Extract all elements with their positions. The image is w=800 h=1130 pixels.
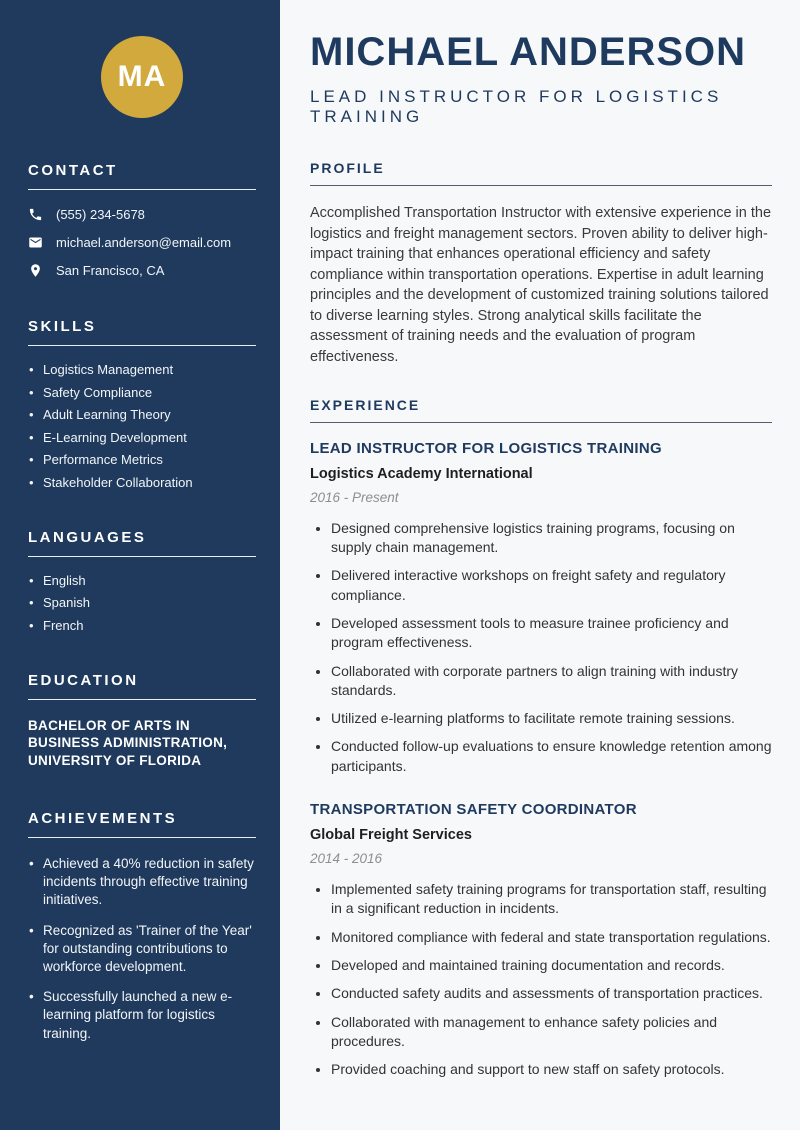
- job-entry: [310, 801, 772, 1080]
- language-item: • Spanish: [28, 596, 256, 609]
- job-bullet-list: [310, 519, 772, 776]
- achievements-heading: ACHIEVEMENTS: [28, 809, 178, 827]
- section-divider: [28, 556, 256, 557]
- section-divider: [28, 699, 256, 700]
- skill-item: • Safety Compliance: [28, 386, 256, 399]
- job-bullet: • Designed comprehensive logistics training programs, focusing on supply chain management.: [331, 519, 772, 558]
- section-divider: [28, 189, 256, 190]
- location-icon: [28, 263, 43, 278]
- job-bullet: • Developed assessment tools to measure trainee proficiency and program effectiveness.: [331, 614, 772, 653]
- experience-section: [310, 397, 772, 1080]
- job-bullet-list: [310, 880, 772, 1080]
- job-bullet: • Collaborated with management to enhance safety policies and procedures.: [331, 1013, 772, 1052]
- contact-email-text: michael.anderson@email.com: [56, 235, 232, 250]
- contact-phone: [28, 207, 256, 222]
- job-role: LEAD INSTRUCTOR FOR LOGISTICS TRAINING: [310, 439, 662, 457]
- languages-section: [28, 529, 256, 632]
- contact-email: [28, 235, 256, 250]
- achievement-item: • Successfully launched a new e-learning platform for logistics training.: [28, 988, 256, 1043]
- job-entry: [310, 440, 772, 776]
- achievements-section: [28, 810, 256, 1043]
- skills-section: [28, 318, 256, 489]
- contact-heading: CONTACT: [28, 162, 118, 179]
- section-divider: [28, 345, 256, 346]
- phone-icon: [28, 207, 43, 222]
- job-dates: 2016 - Present: [310, 489, 399, 505]
- avatar: [101, 36, 183, 118]
- job-bullet: • Developed and maintained training documentation and records.: [331, 956, 772, 975]
- skill-item: • Adult Learning Theory: [28, 408, 256, 421]
- section-divider: [310, 422, 772, 423]
- sidebar: [0, 0, 280, 1130]
- contact-location-text: San Francisco, CA: [56, 263, 165, 278]
- email-icon: [28, 235, 43, 250]
- section-divider: [310, 185, 772, 186]
- languages-list: [28, 574, 256, 632]
- profile-section: [310, 160, 772, 368]
- education-degree: BACHELOR OF ARTS IN BUSINESS ADMINISTRATION, UNIVERSITY OF FLORIDA: [28, 717, 228, 769]
- skills-list: [28, 363, 256, 489]
- experience-heading: EXPERIENCE: [310, 396, 421, 413]
- skill-item: • Logistics Management: [28, 363, 256, 376]
- achievement-item: • Recognized as 'Trainer of the Year' for outstanding contributions to workforce development.: [28, 922, 256, 977]
- job-company: Logistics Academy International: [310, 465, 533, 482]
- job-bullet: • Conducted follow-up evaluations to ensure knowledge retention among participants.: [331, 737, 772, 776]
- education-section: [28, 672, 256, 770]
- languages-heading: LANGUAGES: [28, 528, 147, 546]
- achievements-list: [28, 855, 256, 1043]
- profile-heading: PROFILE: [310, 160, 385, 176]
- contact-location: [28, 263, 256, 278]
- skill-item: • Stakeholder Collaboration: [28, 476, 256, 489]
- skill-item: • E-Learning Development: [28, 431, 256, 444]
- job-dates: 2014 - 2016: [310, 851, 383, 867]
- person-headline: LEAD INSTRUCTOR FOR LOGISTICS TRAINING: [310, 87, 723, 126]
- job-bullet: • Provided coaching and support to new staff on safety protocols.: [331, 1060, 772, 1079]
- section-divider: [28, 837, 256, 838]
- main-column: [280, 0, 800, 1130]
- job-bullet: • Collaborated with corporate partners to align training with industry standards.: [331, 662, 772, 701]
- skills-heading: SKILLS: [28, 318, 97, 335]
- job-bullet: • Utilized e-learning platforms to facilitate remote training sessions.: [331, 709, 772, 728]
- language-item: • English: [28, 574, 256, 587]
- job-bullet: • Implemented safety training programs for transportation staff, resulting in a significant reduction in incidents.: [331, 880, 772, 919]
- language-item: • French: [28, 619, 256, 632]
- person-name: MICHAEL ANDERSON: [310, 30, 747, 74]
- job-role: TRANSPORTATION SAFETY COORDINATOR: [310, 801, 637, 819]
- skill-item: • Performance Metrics: [28, 453, 256, 466]
- profile-text: Accomplished Transportation Instructor with extensive experience in the logistics and freight management sectors. Proven ability to deliver high-impact training that enhances operational efficiency and safety compliance within transportation operations. Expertise in adult learning principles and the development of customized training solutions tailored to diverse learning styles. Strong analytical skills facilitate the assessment of training needs and the evaluation of program effectiveness.: [310, 205, 772, 366]
- job-bullet: • Monitored compliance with federal and state transportation regulations.: [331, 928, 772, 947]
- education-heading: EDUCATION: [28, 671, 139, 689]
- job-bullet: • Conducted safety audits and assessments of transportation practices.: [331, 984, 772, 1003]
- achievement-item: • Achieved a 40% reduction in safety incidents through effective training initiatives.: [28, 855, 256, 910]
- contact-phone-text: (555) 234-5678: [56, 207, 145, 222]
- job-bullet: • Delivered interactive workshops on freight safety and regulatory compliance.: [331, 566, 772, 605]
- job-company: Global Freight Services: [310, 827, 472, 844]
- avatar-initials: MA: [117, 60, 167, 93]
- contact-section: [28, 162, 256, 278]
